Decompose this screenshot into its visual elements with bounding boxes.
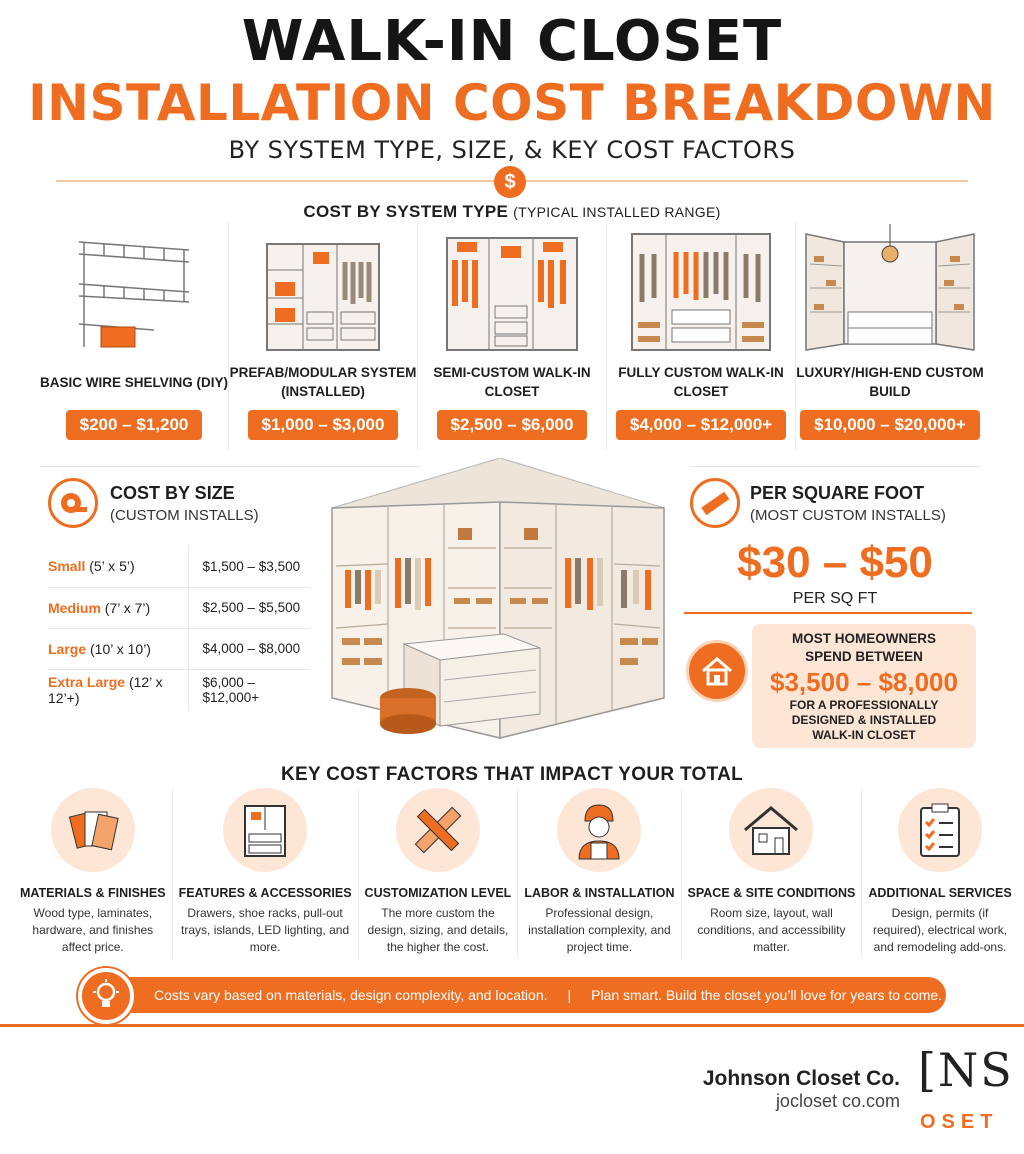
factor-title: CUSTOMIZATION LEVEL [364, 886, 512, 900]
factor-desc: Design, permits (if required), electrical work, and remodeling add-ons. [873, 906, 1008, 954]
factors-section-title: KEY COST FACTORS THAT IMPACT YOUR TOTAL [280, 764, 744, 785]
drawer-unit-icon [223, 788, 307, 872]
luxury-closet-icon [796, 222, 984, 352]
spend-line: DESIGNED & INSTALLED [791, 713, 937, 727]
system-card [796, 222, 984, 450]
sqft-subtitle: (MOST CUSTOM INSTALLS) [750, 506, 946, 524]
size-dims: (7’ x 7’) [104, 599, 151, 616]
table-row [48, 628, 310, 669]
page-title-accent: INSTALLATION COST BREAKDOWN [28, 74, 996, 132]
house-outline-icon [729, 788, 813, 872]
banner-separator: | [567, 987, 572, 1003]
size-cost: $2,500 – $5,500 [188, 587, 310, 628]
spend-line: MOST HOMEOWNERS [792, 631, 936, 646]
size-name: Large [48, 640, 87, 657]
brand-logo-subtext: OSET [920, 1111, 999, 1133]
system-label: BASIC WIRE SHELVING (DIY) [40, 374, 229, 390]
factor-desc: Room size, layout, wall conditions, and accessibility matter. [697, 906, 846, 954]
factor-title: ADDITIONAL SERVICES [868, 886, 1012, 900]
brand-logo: [NS [918, 1043, 1014, 1097]
sqft-section [690, 478, 980, 608]
factor-card [359, 788, 519, 958]
size-dims: (5’ x 5’) [89, 558, 135, 575]
factor-desc: The more custom the design, sizing, and details, the higher the cost. [367, 906, 509, 954]
factor-desc: Wood type, laminates, hardware, and finishes affect price. [32, 906, 154, 954]
factor-card [682, 788, 863, 958]
sqft-divider [684, 612, 972, 614]
system-title-note: (TYPICAL INSTALLED RANGE) [513, 204, 721, 220]
banner-left-text: Costs vary based on materials, design complexity, and location. [154, 987, 548, 1003]
tip-banner [100, 977, 946, 1013]
material-swatches-icon [51, 788, 135, 872]
banner-right-text: Plan smart. Build the closet you’ll love for years to come. [591, 987, 943, 1003]
system-types [40, 222, 984, 450]
factor-title: SPACE & SITE CONDITIONS [687, 886, 856, 900]
factor-title: FEATURES & ACCESSORIES [178, 886, 352, 900]
brand-name: Johnson Closet Co. [702, 1067, 900, 1090]
system-label: FULLY CUSTOM WALK-IN CLOSET [618, 365, 784, 399]
system-price: $1,000 – $3,000 [248, 410, 399, 440]
sqft-range: $30 – $50 [737, 538, 933, 587]
modular-system-icon [229, 222, 417, 352]
factor-desc: Drawers, shoe racks, pull-out trays, islands, LED lighting, and more. [181, 906, 350, 954]
factor-card [518, 788, 681, 958]
system-card [607, 222, 796, 450]
checklist-icon [898, 788, 982, 872]
size-table [48, 546, 310, 710]
system-price: $10,000 – $20,000+ [800, 410, 980, 440]
sqft-title: PER SQUARE FOOT [750, 482, 925, 503]
factor-title: MATERIALS & FINISHES [20, 886, 166, 900]
lightbulb-icon [78, 968, 134, 1024]
dollar-icon: $ [494, 166, 526, 198]
sqft-unit: PER SQ FT [792, 590, 878, 607]
system-card [40, 222, 229, 450]
system-price: $200 – $1,200 [66, 410, 203, 440]
system-label: SEMI-CUSTOM WALK-IN CLOSET [433, 365, 591, 399]
size-cost: $4,000 – $8,000 [188, 628, 310, 669]
ruler-icon [690, 478, 740, 528]
system-section-title [0, 202, 1024, 222]
spend-range: $3,500 – $8,000 [770, 667, 958, 697]
size-cost: $6,000 – $12,000+ [202, 674, 260, 705]
page-title: WALK-IN CLOSET [241, 9, 783, 74]
table-row [48, 546, 310, 587]
cost-factors [14, 788, 1010, 958]
spend-line: SPEND BETWEEN [805, 649, 923, 664]
walk-in-closet-illustration [328, 458, 668, 742]
worker-icon [557, 788, 641, 872]
table-row [48, 669, 310, 710]
factor-desc: Professional design, installation complexity, and project time. [528, 906, 671, 954]
system-label: PREFAB/MODULAR SYSTEM (INSTALLED) [229, 365, 417, 399]
size-name: Extra Large [48, 673, 126, 690]
spend-line: FOR A PROFESSIONALLY [789, 698, 939, 712]
size-dims: (12’ x 12’+) [48, 673, 163, 706]
system-card [418, 222, 607, 450]
size-name: Medium [48, 599, 101, 616]
brand-url[interactable]: jocloset co.com [775, 1091, 900, 1111]
size-cost: $1,500 – $3,500 [188, 546, 310, 587]
semi-custom-closet-icon [418, 222, 606, 352]
factor-title: LABOR & INSTALLATION [524, 886, 675, 900]
factor-card [862, 788, 1017, 958]
spend-summary [752, 624, 976, 748]
size-section-subtitle: (CUSTOM INSTALLS) [110, 506, 259, 524]
system-label: LUXURY/HIGH-END CUSTOM BUILD [796, 365, 984, 399]
factor-card [14, 788, 173, 958]
size-name: Small [48, 558, 86, 575]
system-price: $2,500 – $6,000 [437, 410, 588, 440]
system-price: $4,000 – $12,000+ [616, 410, 786, 440]
pencil-ruler-icon [396, 788, 480, 872]
header [0, 0, 1024, 166]
section-divider [690, 466, 980, 467]
system-card [229, 222, 418, 450]
size-section [48, 478, 318, 710]
page-subtitle: BY SYSTEM TYPE, SIZE, & KEY COST FACTORS [228, 136, 796, 164]
factor-card [173, 788, 359, 958]
custom-closet-icon [607, 222, 795, 352]
house-icon [686, 640, 748, 702]
table-row [48, 587, 310, 628]
system-title-text: COST BY SYSTEM TYPE [303, 202, 509, 221]
footer [0, 1027, 1024, 1154]
spend-line: WALK-IN CLOSET [812, 728, 916, 742]
size-dims: (10’ x 10’) [90, 640, 151, 657]
wire-shelving-icon [40, 222, 228, 352]
size-section-title: COST BY SIZE [110, 482, 235, 503]
tape-measure-icon [48, 478, 98, 528]
